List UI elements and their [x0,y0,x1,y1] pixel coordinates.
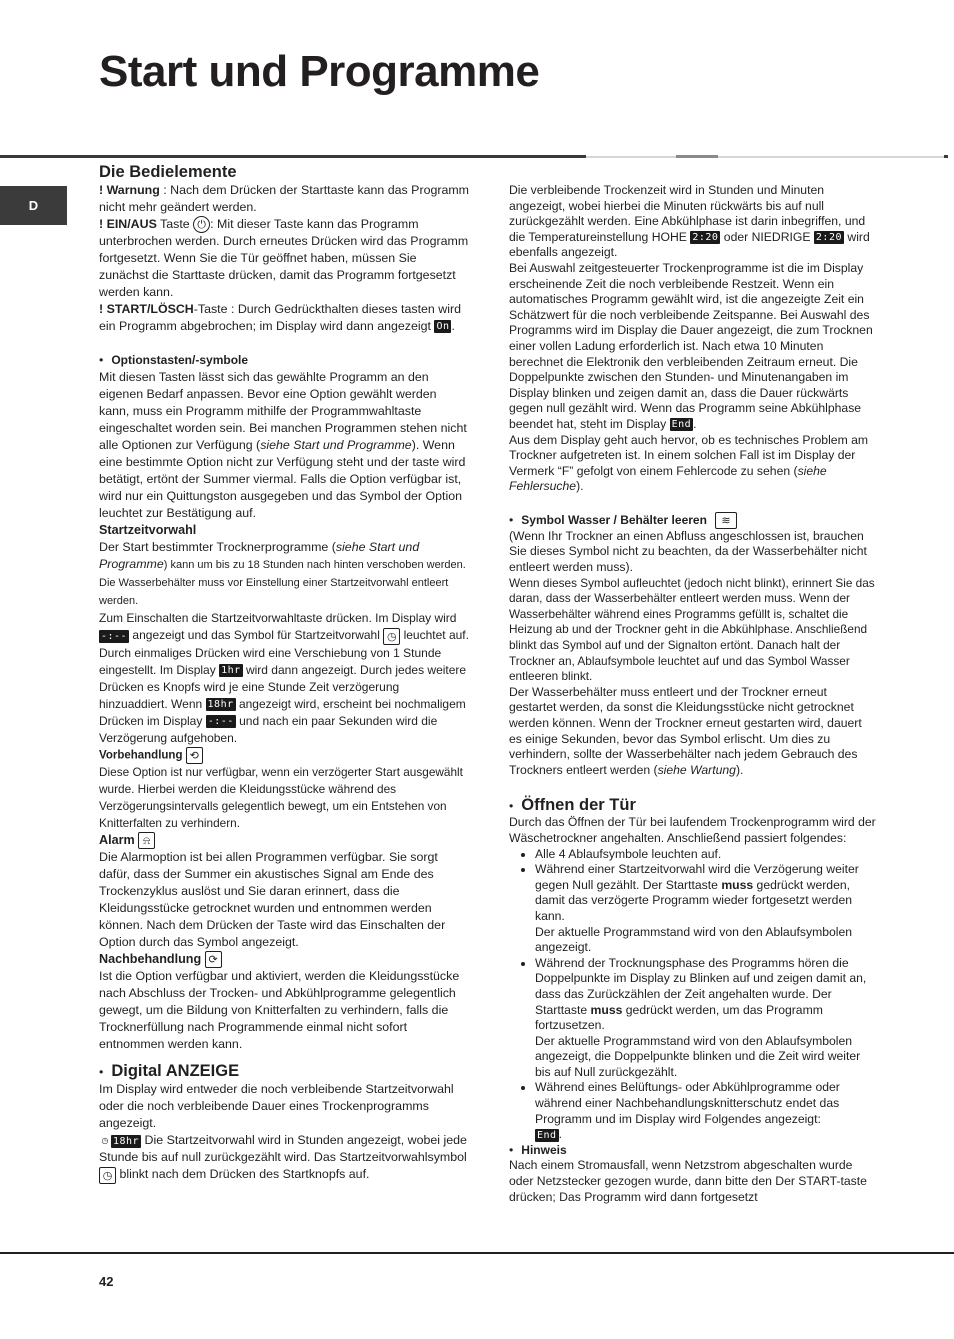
start-reset-label: ! START/LÖSCH [99,302,194,317]
pre-heading-row [99,747,469,765]
header-rule-segment [676,155,718,158]
display-paragraph-2 [99,1132,469,1183]
power-label: ! EIN/AUS [99,217,157,231]
water-ref: siehe Wartung [657,762,736,777]
post-heading: Nachbehandlung [99,952,202,967]
emphasis: muss [721,877,754,892]
remain-text: wird ebenfalls angezeigt. [509,229,870,260]
language-tab: D [0,186,67,225]
page-title: Start und Programme [99,47,540,96]
water-paragraph-3 [509,685,877,779]
water-text: ). [735,762,744,777]
remaining-time-paragraph [509,183,877,261]
water-container-icon: ≋ [715,512,737,529]
delay-text: Zum Einschalten die Startzeitvorwahltaste drücken. Im Display wird [99,611,457,626]
delay-text: leuchtet auf. Durch einmaliges Drücken wird eine Verschiebung von 1 Stunde eingestellt. Im Display [99,628,469,677]
bullet: • [99,353,104,368]
lcd-220-high: 2:20 [692,232,719,244]
warning-text: : Nach dem Drücken der Starttaste kann das Programm nicht mehr geändert werden. [99,183,470,214]
remain-text: ). [576,479,584,494]
section-heading-controls: Die Bedielemente [99,163,237,181]
clock-icon: ◷ [99,1167,116,1184]
remain-text: Bei Auswahl zeitgesteuerter Trockenprogramme ist die im Display erscheinende Zeit die noch verbleibende Restzeit. Wenn ein automatisches Programm gewählt wird, ist die angezeigte Zeit ein Schätzwert für die noch verbleibende Zeitspanne. Bei Auswahl des Programms wird im Display die Dauer angezeigt, die zum Trocknen einer vollen Ladung erforderlich ist. Nach etwa 10 Minuten berechnet die Elektronik den verbleibenden Zeitraum erneut. Die Doppelpunkte zwischen den Stunden- und Minutenangaben im Display blinken und zeigen damit an, dass die Dauer rückwärts gegen null gezählt wird. Wenn das Programm seine Abkühlphase beendet hat, steht im Display [509,260,873,431]
clock-icon: ◷ [383,628,400,645]
remain-text: oder NIEDRIGE [720,229,811,244]
delay-text: und nach ein paar Sekunden wird die Verzögerung aufgehoben. [99,713,438,745]
header-rule-segment [718,156,944,158]
list-item [535,956,877,1081]
door-heading-row [509,795,877,815]
delay-text: wird dann angezeigt. Durch jedes weitere Drücken es Knopfs wird je eine Stunde Zeit verzögerung hinzuaddiert. Wenn [99,662,467,711]
door-list [509,847,877,1143]
delay-text: ) kann um bis zu 18 Stunden nach hinten verschoben werden. Die Wasserbehälter muss vor Einstellung einer Startzeitvorwahl entleert werden. [99,559,466,608]
water-paragraph-2: Wenn dieses Symbol aufleuchtet (jedoch nicht blinkt), erinnert Sie das daran, dass der Wasserbehälter entleert werden muss. Wenn der Wasserbehälter während eines Programms gefüllt is, schaltet die Heizung ab und der Trockner geht in die Abkühlphase. Anschließend blinkt das Symbol auf und der Signalton ertönt. Danach halt der Trockner an, Ablaufsymbole leuchtet auf und das Symbol Wasser entleeren blinkt. [509,575,875,684]
pretreatment-icon: ⟲ [186,747,203,764]
pre-heading: Vorbehandlung [99,749,183,762]
door-paragraph: Durch das Öffnen der Tür bei laufendem Trockenprogramm wird der Wäschetrockner angehalten. Anschließend passiert folgendes: [509,815,876,845]
power-pre: Taste [156,217,194,231]
list-item [535,862,877,956]
lcd-end: End [671,419,692,431]
list-text: Während eines Belüftungs- oder Abkühlprogramme oder während einer Nachbehandlungsknitterschutz endet das Programm und im Display wird Folgendes angezeigt: [535,1080,840,1126]
list-text: Während der Trocknungsphase des Programms hören die Doppelpunkte im Display zu Blinken auf und zeigen damit an, dass das Zurückzählen der Zeit angehalten wurde. Der Starttaste [535,955,867,1017]
lcd-end: End [537,1129,557,1141]
water-text: Der Wasserbehälter muss entleert und der Trockner erneut gestartet werden, da sonst die Kleidungsstücke nicht getrocknet werden können. Wenn der Trockner erneut gestarten wird, dauert es einige Sekunden, bevor das Symbol erlischt. Um dies zu verhindern, sollte der Wasserbehälter nach jedem Gebrauch des Trockners entleert werden ( [509,684,862,777]
options-text: ). Wenn eine bestimmte Option nicht zur Verfügung steht und der taste wird betätigt, ertönt der Summer viermal. Falls die Option verfügbar ist, wird nur ein Quittungston ausgegeben und das Symbol der Option leuchtet zur Bestätigung auf. [99,438,466,521]
warning-label: ! Warnung [99,183,160,197]
alarm-heading: Alarm [99,833,135,848]
spacer [99,1053,469,1061]
alarm-paragraph: Die Alarmoption ist bei allen Programmen verfügbar. Sie sorgt dafür, dass der Summer ein akustisches Signal am Ende des Trockenzyklus auslöst und Sie daran erinnert, dass die Kleidungsstücke getrocknet wurden und entnommen werden können. Nach dem Drücken der Taste wird das Einschalten der Option durch das Symbol angezeigt. [99,850,446,950]
options-ref: siehe Start und Programme [260,438,412,453]
emphasis: muss [590,1002,623,1017]
start-reset-paragraph: ! START/LÖSCH-Taste : Durch Gedrückthalten dieses tasten wird ein Programm abgebrochen; im Display wird dann angezeigt On . [99,302,461,334]
display-text: Die Startzeitvorwahl wird in Stunden angezeigt, wobei jede Stunde bis auf null zurückgezählt wird. Das Startzeitvorwahlsymbol [99,1133,467,1165]
remaining-time-paragraph-2: Bei Auswahl zeitgesteuerter Trockenprogramme ist die im Display erscheinende Zeit die noch verbleibende Restzeit. Wenn ein automatisches Programm gewählt wird, ist die angezeigte Zeit ein Schätzwert für die noch verbleibende Zeitspanne. Bei Auswahl des Programms wird im Display die Dauer angezeigt, die zum Trocknen einer vollen Ladung erforderlich ist. Nach etwa 10 Minuten berechnet die Elektronik den verbleibenden Zeitraum erneut. Die Doppelpunkte zwischen den Stunden- und Minutenangaben im Display blinken und zeigen damit an, dass die Dauer rückwärts gegen null gezählt wird. Wenn das Programm seine Abkühlphase beendet hat, steht im Display End . [509,260,873,431]
delay-ref: siehe Start und Programme [99,540,420,572]
display-heading-row [99,1061,469,1081]
bullet: • [509,1142,514,1157]
lcd-dashes: -:-- [101,630,128,642]
display-text: blinkt nach dem Drücken des Startknopfs auf. [116,1167,370,1182]
bullet: • [509,799,514,814]
list-text: Während einer Startzeitvorwahl wird die Verzögerung weiter gegen Null gezählt. Der Starttaste [535,862,859,892]
header-rule [0,155,586,158]
post-paragraph: Ist die Option verfügbar und aktiviert, werden die Kleidungsstücke nach Abschluss der Trocken- und Abkühlprogramme gelegentlich gewegt, um die Bildung von Knitterfalten zu verhindern, falls die Trocknerfüllung nach Programmende einmal nicht sofort entnommen werden kann. [99,969,460,1052]
options-heading: Optionstasten/-symbole [111,353,249,368]
bullet: • [99,1065,104,1080]
display-heading: Digital ANZEIGE [111,1062,240,1081]
list-text: gedrückt werden, damit das verzögerte Programm wieder fortgesetzt werden kann. [535,877,853,923]
options-heading-row [99,352,469,369]
options-paragraph [99,369,469,522]
lcd-18hr: 18hr [207,698,234,710]
list-text: gedrückt werden, um das Programm fortzusetzen. [535,1002,823,1033]
remain-text: Aus dem Display geht auch hervor, ob es technisches Problem am Trockner aufgetreten ist. In einem solchen Fall ist im Display der Vermerk “F” gefolgt von einem Fehlercode zu sehen ( [509,432,869,478]
power-text: : Mit dieser Taste kann das Programm unterbrochen werden. Durch erneutes Drücken wird das Programm fortgesetzt. Wenn Sie die Tür geöffnet haben, müssen Sie zunächst die Starttaste drücken, damit das Programm fortgesetzt werden kann. [99,217,469,300]
lcd-dashes: -:-- [207,715,234,727]
delay-text: angezeigt und das Symbol für Startzeitvorwahl [129,628,380,643]
lcd-1hr: 1hr [221,664,241,676]
bell-icon: ⍾ [138,832,155,849]
start-reset-text: -Taste : Durch Gedrückthalten dieses tasten wird ein Programm abgebrochen; im Display wird dann angezeigt [99,302,461,334]
page-number: 42 [99,1274,114,1289]
water-heading: Symbol Wasser / Behälter leeren [521,512,707,527]
door-heading: Öffnen der Tür [521,796,636,815]
left-column [99,162,469,1184]
remain-text: Die verbleibende Trockenzeit wird in Stunden und Minuten angezeigt, wobei hierbei die Minuten rückwärts bis auf null zurückgezählt werden. Eine Abkühlphase ist darin inbegriffen, und die Temperatureinstellung HOHE [509,183,866,244]
display-paragraph: Im Display wird entweder die noch verbleibende Startzeitvorwahl oder die noch verbleibende Dauer eines Trockenprogramms angezeigt. [99,1082,454,1131]
list-text: Der aktuelle Programmstand wird von den Ablaufsymbolen angezeigt. [535,924,853,955]
footer-rule [0,1252,954,1254]
spacer [509,778,877,795]
list-item: • Alle 4 Ablaufsymbole leuchten auf. [535,847,877,863]
list-item: • Während eines Belüftungs- oder Abkühlprogramme oder während einer Nachbehandlungsknitterschutz endet das Programm und im Display wird Folgendes angezeigt: End . [535,1080,877,1142]
pre-paragraph: Diese Option ist nur verfügbar, wenn ein verzögerter Start ausgewählt wurde. Hierbei werden die Kleidungsstücke während des Verzögerungsintervalls gelegentlich bewegt, um ein Entstehen von Knitterfalten zu verhindern. [99,765,463,831]
header-rule-segment [944,155,948,158]
delay-paragraph-2 [99,610,469,746]
header-rule-segment [586,156,676,158]
delay-text: angezeigt wird, erscheint bei nochmaligem Drücken im Display [99,696,466,728]
alarm-heading-row [99,832,469,849]
options-text: Mit diesen Tasten lässt sich das gewählte Programm an den eigenen Bedarf anpassen. Bevor eine Option gewählt werden kann, muss ein Programm mithilfe der Programmwahltaste eingeschaltet worden sein. Bei manchen Programmen stehen nicht alle Optionen zur Verfügung ( [99,370,467,453]
list-text: Der aktuelle Programmstand wird von den Ablaufsymbolen angezeigt, die Doppelpunkte blinken und die Zeit wird weiter bis auf Null zurückgezählt. [535,1033,861,1079]
spacer [99,335,469,352]
post-heading-row [99,951,469,968]
delay-text: Der Start bestimmter Trocknerprogramme ( [99,540,336,555]
right-column [509,183,877,1205]
lcd-on: On [436,321,450,333]
power-paragraph [99,216,469,301]
power-icon: ⏻ [193,216,210,233]
water-heading-row [509,512,877,529]
water-paragraph: (Wenn Ihr Trockner an einen Abfluss angeschlossen ist, brauchen Sie dieses Symbol nicht zu beachten, da der Wasserbehälter nicht entleert werden muss). [509,528,867,575]
lcd-220-low: 2:20 [815,232,842,244]
note-paragraph: Nach einem Stromausfall, wenn Netzstrom abgeschalten wurde oder Netzstecker gezogen wurde, dann bitte den Der START-taste drücken; Das Programm wird dann fortgesetzt [509,1158,867,1204]
clock-icon: ◷ [101,1136,109,1146]
note-heading: Hinweis [521,1142,567,1157]
spacer [509,495,877,512]
note-heading-row [509,1143,877,1159]
warning-paragraph [99,182,469,216]
lcd-18hr: 18hr [113,1135,140,1147]
delay-heading: Startzeitvorwahl [99,523,197,538]
delay-paragraph [99,539,469,610]
remain-ref: siehe Fehlersuche [509,463,827,494]
post-treatment-icon: ⟳ [205,951,222,968]
bullet: • [509,512,514,527]
remaining-time-paragraph-3 [509,433,877,495]
